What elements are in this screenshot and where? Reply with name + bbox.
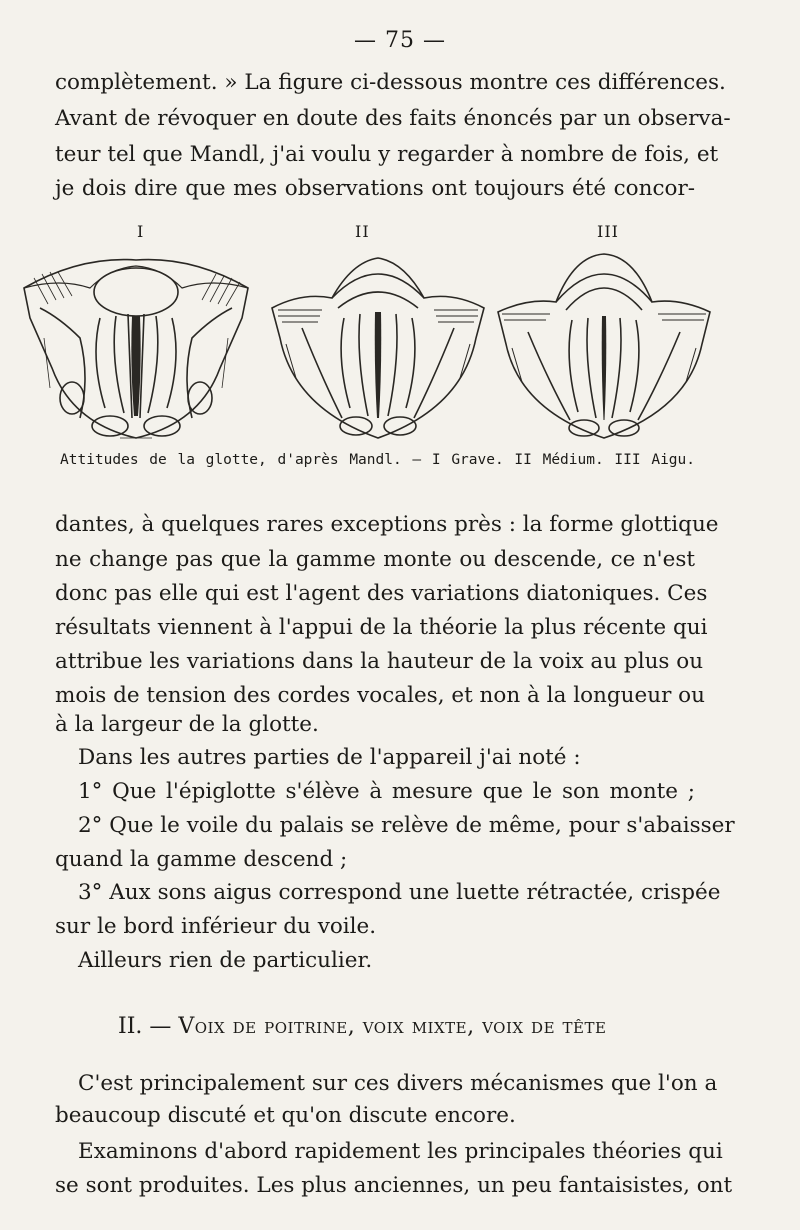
section-heading	[118, 1010, 698, 1044]
figure-label-i: I	[137, 222, 145, 241]
list-item-2: 2° Que le voile du palais se relève de même, pour s'abaisser	[78, 813, 735, 838]
list-item-3-continued: sur le bord inférieur du voile.	[55, 914, 377, 939]
list-item-1: 1° Que l'épiglotte s'élève à mesure que le son monte ;	[78, 779, 695, 804]
text-line: ne change pas que la gamme monte ou descende, ce n'est	[55, 547, 695, 572]
glottis-illustration-aigu	[488, 248, 720, 448]
text-line: je dois dire que mes observations ont toujours été concor-	[55, 176, 695, 201]
figure-label-iii: III	[597, 222, 619, 241]
glottis-illustration-medium	[262, 248, 494, 448]
list-intro: Dans les autres parties de l'appareil j'ai noté :	[78, 745, 581, 770]
section-title: Voix de poitrine, voix mixte, voix de tête	[178, 1014, 607, 1039]
figure-caption: Attitudes de la glotte, d'après Mandl. — I Grave. II Médium. III Aigu.	[60, 452, 695, 468]
list-item-3: 3° Aux sons aigus correspond une luette rétractée, crispée	[78, 880, 721, 905]
text-line: attribue les variations dans la hauteur de la voix au plus ou	[55, 649, 704, 674]
text-line: C'est principalement sur ces divers mécanismes que l'on a	[78, 1071, 718, 1096]
text-line: donc pas elle qui est l'agent des variations diatoniques. Ces	[55, 581, 708, 606]
text-line: résultats viennent à l'appui de la théorie la plus récente qui	[55, 615, 708, 640]
section-number: II. —	[118, 1014, 172, 1039]
text-line: Examinons d'abord rapidement les principales théories qui	[78, 1139, 723, 1164]
closing-line: Ailleurs rien de particulier.	[78, 948, 373, 973]
text-line: à la largeur de la glotte.	[55, 712, 319, 737]
list-item-2-continued: quand la gamme descend ;	[55, 847, 348, 872]
text-line: dantes, à quelques rares exceptions près : la forme glottique	[55, 512, 719, 537]
text-line: mois de tension des cordes vocales, et non à la longueur ou	[55, 683, 705, 708]
page-number: — 75 —	[354, 28, 446, 53]
text-line: beaucoup discuté et qu'on discute encore.	[55, 1103, 516, 1128]
text-line: complètement. » La figure ci-dessous montre ces différences.	[55, 70, 726, 95]
figure-label-ii: II	[355, 222, 370, 241]
text-line: teur tel que Mandl, j'ai voulu y regarder à nombre de fois, et	[55, 142, 719, 167]
glottis-illustration-grave	[20, 248, 252, 448]
text-line: Avant de révoquer en doute des faits énoncés par un observa-	[55, 106, 731, 131]
text-line: se sont produites. Les plus anciennes, un peu fantaisistes, ont	[55, 1173, 733, 1198]
